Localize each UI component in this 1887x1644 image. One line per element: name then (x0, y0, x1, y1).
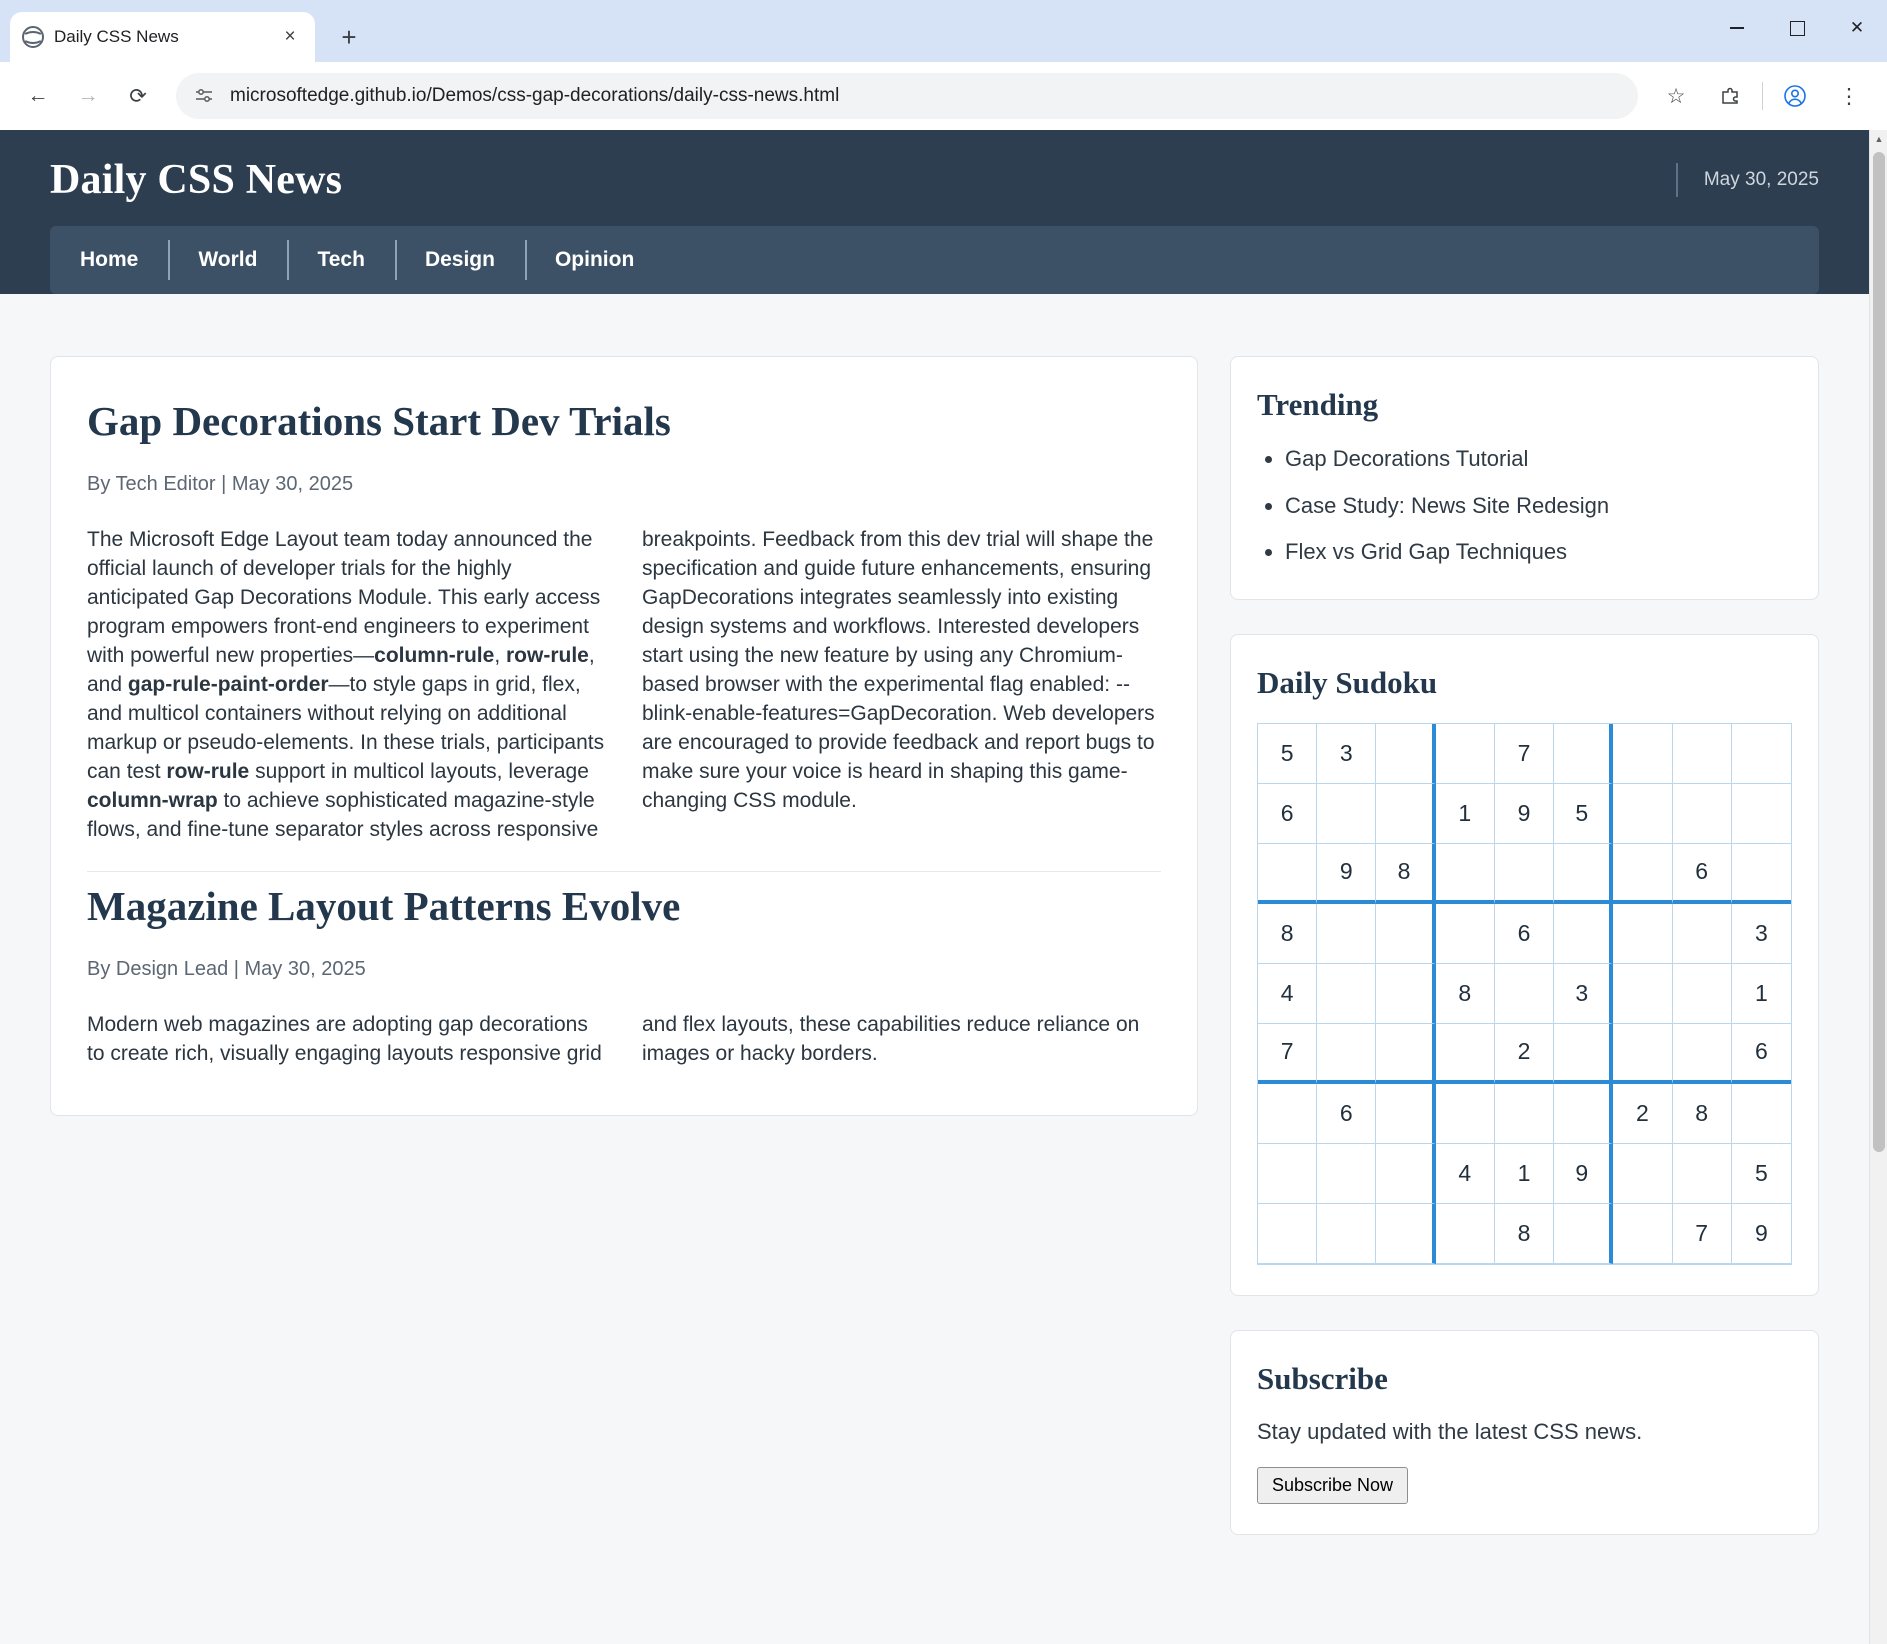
sudoku-cell[interactable] (1436, 1204, 1495, 1264)
sudoku-cell[interactable] (1613, 904, 1672, 964)
text-bold: row-rule (506, 643, 589, 667)
article-headline: Gap Decorations Start Dev Trials (87, 398, 671, 444)
bookmark-star-icon[interactable]: ☆ (1666, 84, 1686, 108)
trending-title: Trending (1257, 387, 1379, 422)
article-body (87, 526, 1161, 845)
site-date: May 30, 2025 (1676, 163, 1819, 197)
text-run: —to style gaps in grid, flex, and multicol containers without relying on additional markup or pseudo-elements. In these trials, participants can test (87, 672, 605, 783)
close-icon[interactable]: × (284, 26, 296, 47)
sudoku-cell[interactable]: 5 (1732, 1144, 1791, 1204)
list-item[interactable]: • Case Study: News Site Redesign (1285, 492, 1792, 521)
minimize-button[interactable] (1707, 0, 1767, 56)
article-body (87, 1011, 1161, 1069)
address-bar[interactable] (176, 73, 1638, 119)
sudoku-cell[interactable]: 1 (1732, 964, 1791, 1024)
sudoku-cell[interactable] (1317, 1204, 1376, 1264)
sudoku-cell[interactable] (1673, 784, 1732, 844)
sudoku-cell[interactable] (1436, 724, 1495, 784)
sudoku-cell[interactable] (1613, 784, 1672, 844)
sudoku-cell[interactable]: 4 (1436, 1144, 1495, 1204)
trending-card (1230, 356, 1819, 600)
window-controls (1707, 0, 1887, 56)
trending-list (1257, 445, 1792, 567)
extensions-icon[interactable] (1708, 74, 1752, 118)
sudoku-cell[interactable] (1376, 724, 1435, 784)
sudoku-cell[interactable] (1376, 1204, 1435, 1264)
sudoku-cell[interactable] (1732, 1084, 1791, 1144)
globe-icon (22, 26, 44, 48)
sudoku-cell[interactable]: 7 (1495, 724, 1554, 784)
sudoku-cell[interactable] (1376, 1084, 1435, 1144)
page-viewport (0, 130, 1887, 1644)
sudoku-card (1230, 634, 1819, 1296)
masthead (50, 156, 1819, 226)
sudoku-cell[interactable] (1317, 1144, 1376, 1204)
list-item[interactable]: • Flex vs Grid Gap Techniques (1285, 538, 1792, 567)
main-column (50, 356, 1198, 1116)
sudoku-cell[interactable] (1258, 844, 1317, 904)
site-title: Daily CSS News (50, 157, 343, 203)
sudoku-cell[interactable] (1613, 964, 1672, 1024)
sudoku-cell[interactable] (1673, 1024, 1732, 1084)
text-run: The Microsoft Edge Layout team today announced the official launch of developer trials for the highly anticipated Gap Decorations Module. This early access program empowers front-end engineers to experiment with powerful new properties— (87, 528, 601, 667)
sudoku-cell[interactable] (1732, 844, 1791, 904)
text-bold: column-wrap (87, 788, 218, 812)
nav-item-opinion[interactable]: Opinion (525, 226, 664, 294)
sudoku-cell[interactable] (1673, 964, 1732, 1024)
browser-menu-icon[interactable]: ⋮ (1838, 84, 1860, 108)
text-bold: row-rule (166, 759, 250, 783)
sudoku-cell[interactable]: 6 (1495, 904, 1554, 964)
site-info-icon[interactable] (192, 84, 216, 108)
article-paragraph: Modern web magazines are adopting gap decorations to create rich, visually engaging layouts responsive grid and flex layouts, these capabilities reduce reliance on images or hacky borders. (87, 1012, 1140, 1065)
sudoku-cell[interactable] (1436, 1024, 1495, 1084)
article-byline: By Tech Editor | May 30, 2025 (87, 473, 354, 495)
sudoku-cell[interactable] (1554, 724, 1613, 784)
sudoku-cell[interactable] (1732, 784, 1791, 844)
sudoku-cell[interactable]: 3 (1554, 964, 1613, 1024)
sudoku-cell[interactable] (1376, 1024, 1435, 1084)
sudoku-cell[interactable]: 6 (1258, 784, 1317, 844)
sudoku-cell[interactable] (1613, 1204, 1672, 1264)
text-run: , (494, 643, 506, 667)
sudoku-cell[interactable] (1613, 1024, 1672, 1084)
subscribe-title: Subscribe (1257, 1360, 1388, 1396)
sudoku-cell[interactable] (1554, 904, 1613, 964)
tab-strip (0, 0, 1887, 62)
sudoku-cell[interactable] (1495, 964, 1554, 1024)
nav-item-design[interactable]: Design (395, 226, 525, 294)
sudoku-cell[interactable]: 3 (1732, 904, 1791, 964)
sudoku-cell[interactable] (1376, 904, 1435, 964)
sudoku-cell[interactable]: 1 (1495, 1144, 1554, 1204)
sudoku-cell[interactable] (1376, 784, 1435, 844)
page-content (0, 322, 1869, 1535)
sudoku-cell[interactable] (1732, 724, 1791, 784)
sudoku-cell[interactable]: 6 (1732, 1024, 1791, 1084)
sudoku-cell[interactable]: 5 (1258, 724, 1317, 784)
sudoku-cell[interactable] (1317, 784, 1376, 844)
sudoku-cell[interactable] (1554, 844, 1613, 904)
sudoku-cell[interactable]: 8 (1495, 1204, 1554, 1264)
tab-title: Daily CSS News (54, 27, 179, 46)
sudoku-cell[interactable] (1436, 844, 1495, 904)
sudoku-cell[interactable]: 7 (1258, 1024, 1317, 1084)
sudoku-cell[interactable]: 8 (1258, 904, 1317, 964)
web-page (0, 130, 1869, 1644)
close-window-button[interactable]: ✕ (1849, 18, 1865, 37)
sudoku-cell[interactable] (1317, 964, 1376, 1024)
browser-tab[interactable] (10, 12, 315, 62)
sudoku-cell[interactable]: 9 (1554, 1144, 1613, 1204)
scrollbar-thumb[interactable] (1873, 152, 1885, 1152)
sudoku-cell[interactable]: 5 (1554, 784, 1613, 844)
sudoku-cell[interactable] (1673, 1144, 1732, 1204)
sudoku-cell[interactable] (1613, 844, 1672, 904)
sudoku-cell[interactable]: 2 (1613, 1084, 1672, 1144)
sudoku-cell[interactable] (1317, 904, 1376, 964)
list-item[interactable]: • Gap Decorations Tutorial (1285, 445, 1792, 474)
site-nav (50, 226, 1819, 294)
site-header (0, 130, 1869, 294)
url-text: microsoftedge.github.io/Demos/css-gap-decorations/daily-css-news.html (230, 85, 840, 106)
sudoku-cell[interactable] (1317, 1024, 1376, 1084)
maximize-button[interactable] (1767, 0, 1827, 56)
browser-toolbar (0, 62, 1887, 130)
nav-item-world[interactable]: World (168, 226, 287, 294)
sudoku-cell[interactable] (1554, 1084, 1613, 1144)
sudoku-cell[interactable]: 7 (1673, 1204, 1732, 1264)
toolbar-divider (1762, 82, 1763, 110)
sidebar (1230, 356, 1819, 1535)
subscribe-text: Stay updated with the latest CSS news. (1257, 1418, 1643, 1444)
sudoku-cell[interactable]: 9 (1732, 1204, 1791, 1264)
nav-item-tech[interactable]: Tech (287, 226, 394, 294)
sudoku-cell[interactable] (1258, 1144, 1317, 1204)
sudoku-cell[interactable] (1613, 724, 1672, 784)
sudoku-cell[interactable] (1436, 904, 1495, 964)
text-bold: column-rule (374, 643, 495, 667)
sudoku-cell[interactable]: 3 (1317, 724, 1376, 784)
subscribe-card (1230, 1330, 1819, 1535)
scroll-up-arrow[interactable]: ▲ (1874, 134, 1884, 144)
text-bold: gap-rule-paint-order (127, 672, 329, 696)
reload-icon[interactable]: ⟳ (129, 84, 147, 108)
sudoku-cell[interactable] (1258, 1084, 1317, 1144)
nav-item-home[interactable]: Home (80, 248, 139, 271)
sudoku-cell[interactable] (1613, 1144, 1672, 1204)
sudoku-cell[interactable] (1554, 1024, 1613, 1084)
article-byline: By Design Lead | May 30, 2025 (87, 957, 366, 980)
sudoku-cell[interactable] (1495, 844, 1554, 904)
sudoku-cell[interactable]: 8 (1376, 844, 1435, 904)
text-run: support in multicol layouts, leverage (249, 759, 589, 783)
sudoku-cell[interactable]: 4 (1258, 964, 1317, 1024)
subscribe-button[interactable]: Subscribe Now (1257, 1467, 1408, 1504)
sudoku-grid[interactable] (1257, 723, 1792, 1265)
sudoku-cell[interactable]: 9 (1495, 784, 1554, 844)
sudoku-title: Daily Sudoku (1257, 664, 1438, 700)
sudoku-cell[interactable] (1258, 1204, 1317, 1264)
sudoku-cell[interactable] (1673, 724, 1732, 784)
sudoku-cell[interactable]: 2 (1495, 1024, 1554, 1084)
article (87, 397, 1161, 872)
sudoku-cell[interactable] (1376, 964, 1435, 1024)
sudoku-cell[interactable]: 8 (1673, 1084, 1732, 1144)
sudoku-cell[interactable]: 1 (1436, 784, 1495, 844)
back-icon[interactable]: ← (27, 84, 49, 107)
new-tab-button[interactable]: + (341, 21, 357, 52)
sudoku-cell[interactable]: 8 (1436, 964, 1495, 1024)
sudoku-cell[interactable]: 9 (1317, 844, 1376, 904)
sudoku-cell[interactable] (1436, 1084, 1495, 1144)
sudoku-cell[interactable]: 6 (1317, 1084, 1376, 1144)
article-headline: Magazine Layout Patterns Evolve (87, 882, 681, 929)
article (87, 882, 1161, 1095)
text-run: , and (87, 643, 595, 696)
sudoku-cell[interactable] (1673, 904, 1732, 964)
sudoku-cell[interactable] (1376, 1144, 1435, 1204)
text-run: to achieve sophisticated magazine-style flows, and fine-tune separator styles across responsive breakpoints. Feedback from this dev trial will shape the specification and guide future enhancements, ensuring GapDecorations integrates seamlessly into existing design systems and workflows. Interested developers start using the new feature by using any Chromium-based browser with the experimental flag enabled: --blink-enable-features=GapDecoration. Web developers are encouraged to provide feedback and report bugs to make sure your voice is heard in shaping this game-changing CSS module. (87, 528, 1155, 841)
forward-icon[interactable]: → (77, 84, 99, 107)
page-scrollbar[interactable] (1869, 130, 1887, 1644)
sudoku-cell[interactable] (1495, 1084, 1554, 1144)
sudoku-cell[interactable] (1554, 1204, 1613, 1264)
profile-icon[interactable] (1773, 74, 1817, 118)
sudoku-cell[interactable]: 6 (1673, 844, 1732, 904)
article-paragraph (87, 526, 1161, 845)
